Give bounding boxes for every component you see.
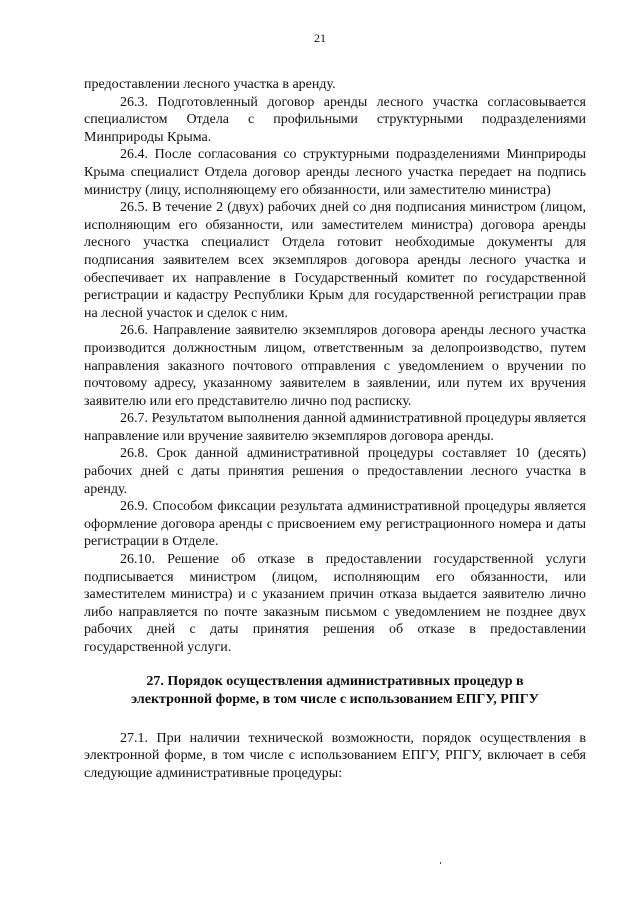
paragraph-26-7: 26.7. Результатом выполнения данной административной процедуры является направление или вручение заявителю экземпляров договора аренды. — [84, 411, 586, 444]
paragraph-26-10: 26.10. Решение об отказе в предоставлении государственной услуги подписывается министром (лицом, исполняющим его обязанности, или заместителем министра) и с указанием причин отказа выдается заявителю лично либо направляется по почте заказным письмом с уведомлением не позднее двух рабочих дней с даты принятия решения об отказе в предоставлении государственной услуги. — [84, 552, 586, 655]
page-number: 21 — [314, 31, 326, 45]
paragraph-continuation: предоставлении лесного участка в аренду. — [84, 77, 336, 92]
paragraph-26-4: 26.4. После согласования со структурными подразделениями Минприроды Крыма специалист Отдела договор аренды лесного участка передает на подпись министру (лицу, исполняющему его обязанности, или заместителю министра) — [84, 147, 586, 198]
section-heading-line-1: 27. Порядок осуществления административных процедур в — [146, 673, 524, 689]
page-content — [84, 76, 586, 782]
paragraph-27-1: 27.1. При наличии технической возможности, порядок осуществления в электронной форме, в том числе с использованием ЕПГУ, РПГУ, включает в себя следующие административные процедуры: — [84, 730, 586, 781]
paragraph-26-3: 26.3. Подготовленный договор аренды лесного участка согласовывается специалистом Отдела с профильными структурными подразделениями Минприроды Крыма. — [84, 94, 586, 145]
paragraph-26-9: 26.9. Способом фиксации результата административной процедуры является оформление договора аренды с присвоением ему регистрационного номера и даты регистрации в Отделе. — [84, 499, 586, 550]
scan-speck — [440, 862, 441, 864]
paragraph-26-5: 26.5. В течение 2 (двух) рабочих дней со дня подписания министром (лицом, исполняющим его обязанности, или заместителем министра) договора аренды лесного участка специалист Отдела готовит необходимые документы для подписания заявителем всех экземпляров договора аренды лесного участка и обеспечивает их направление в Государственный комитет по государственной регистрации и кадастру Республики Крым для государственной регистрации прав на лесной участок и сделок с ним. — [84, 200, 586, 321]
section-heading-line-2: электронной форме, в том числе с использованием ЕПГУ, РПГУ — [131, 691, 539, 707]
paragraph-26-6: 26.6. Направление заявителю экземпляров договора аренды лесного участка производится должностным лицом, ответственным за делопроизводство, путем направления заказного почтового отправления с уведомлением о вручении по почтовому адресу, указанному заявителем в заявлении, или путем их вручения заявителю или его представителю лично под расписку. — [84, 323, 586, 409]
paragraph-26-8: 26.8. Срок данной административной процедуры составляет 10 (десять) рабочих дней с даты принятия решения о предоставлении лесного участка в аренду. — [84, 446, 586, 497]
section-heading-27 — [84, 673, 586, 709]
